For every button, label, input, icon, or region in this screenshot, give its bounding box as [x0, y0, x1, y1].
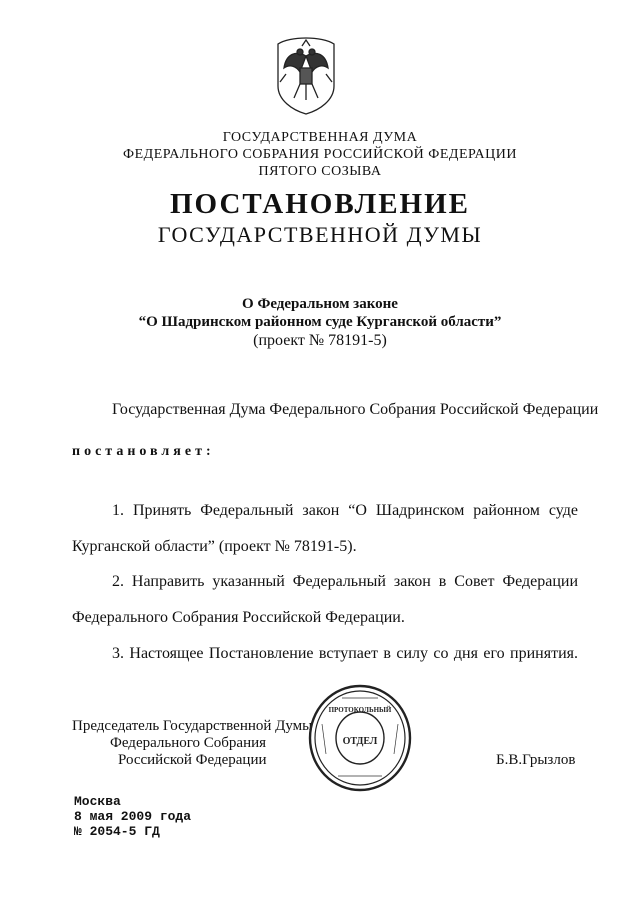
header-line-1: ГОСУДАРСТВЕННАЯ ДУМА [222, 130, 418, 145]
item-2-line-2: Федерального Собрания Российской Федерации. [72, 609, 405, 626]
subject-line-3: (проект № 78191-5) [253, 332, 387, 349]
signature-line-1: Председатель Государственной Думы [72, 718, 313, 734]
header-line-3: ПЯТОГО СОЗЫВА [258, 164, 382, 179]
item-3-line-1: 3. Настоящее Постановление вступает в силу со дня его принятия. [112, 645, 578, 662]
header-line-2: ФЕДЕРАЛЬНОГО СОБРАНИЯ РОССИЙСКОЙ ФЕДЕРАЦИИ [123, 147, 517, 162]
item-1-line-1: 1. Принять Федеральный закон “О Шадринском районном суде [112, 502, 578, 519]
preamble-text: Государственная Дума Федерального Собрания Российской Федерации [112, 401, 599, 418]
item-1-line-2: Курганской области” (проект № 78191-5). [72, 538, 357, 555]
footer-city: Москва [74, 794, 121, 809]
item-2-line-1: 2. Направить указанный Федеральный закон в Совет Федерации [112, 573, 578, 590]
stamp-center-text: ОТДЕЛ [342, 736, 378, 747]
subject-line-2: “О Шадринском районном суде Курганской области” [138, 314, 502, 330]
document-title: ПОСТАНОВЛЕНИЕ [169, 188, 470, 220]
signatory-name: Б.В.Грызлов [496, 752, 576, 768]
footer-number: № 2054-5 ГД [74, 824, 160, 839]
signature-line-3: Российской Федерации [118, 752, 267, 768]
official-stamp [308, 684, 412, 792]
document-subtitle: ГОСУДАРСТВЕННОЙ ДУМЫ [157, 222, 483, 247]
stamp-word: ПРОТОКОЛЬНЫЙ [328, 706, 392, 714]
footer-date: 8 мая 2009 года [74, 809, 192, 824]
signature-line-2: Федерального Собрания [110, 735, 267, 751]
resolves-word: постановляет: [72, 444, 215, 459]
coat-of-arms-emblem [266, 34, 346, 116]
subject-line-1: О Федеральном законе [242, 296, 398, 312]
